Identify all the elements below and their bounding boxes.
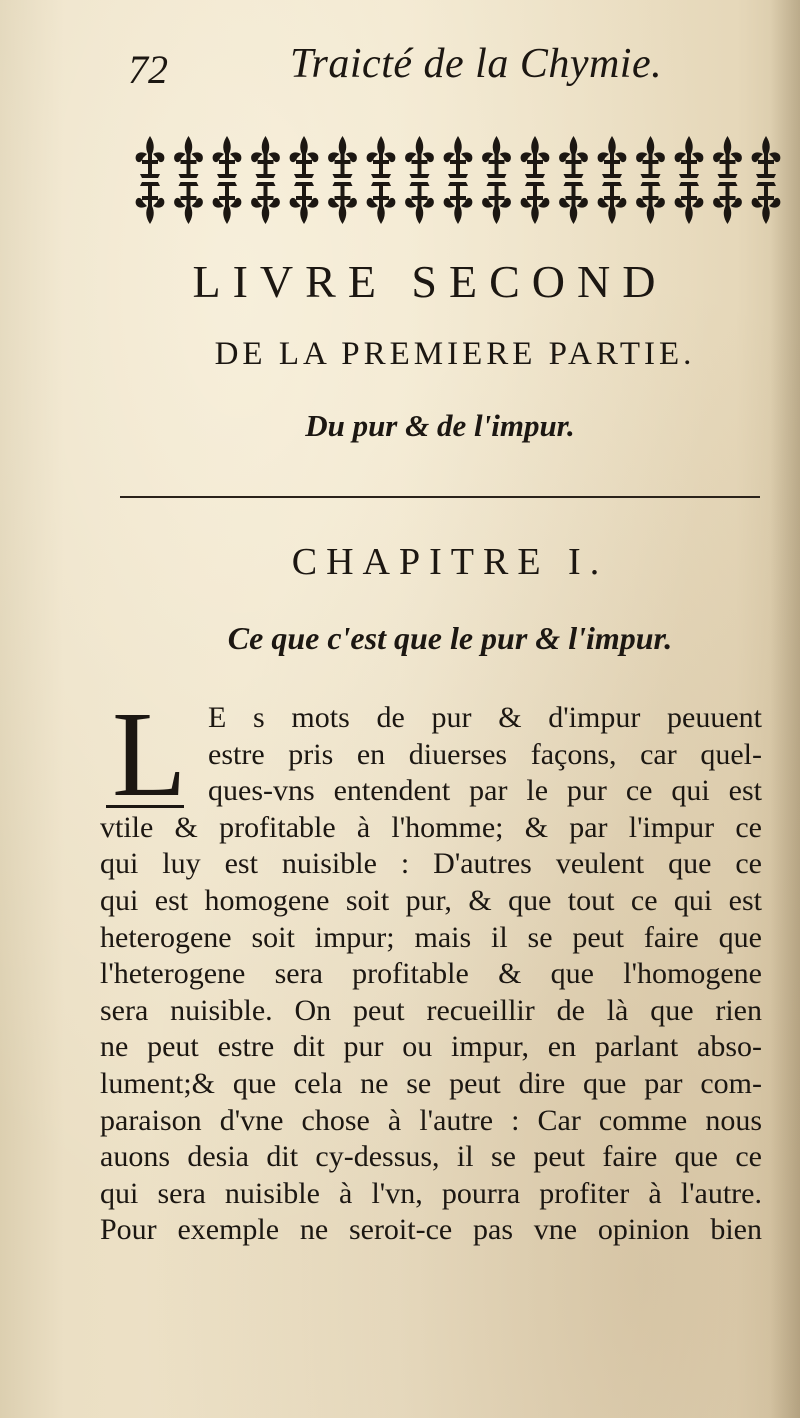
body-line: lument;& que cela ne se peut dire que par com- [100,1066,762,1100]
fleuron-glyph [328,182,357,224]
fleuron-glyph [598,182,627,224]
fleuron-glyph [174,136,203,178]
fleuron-glyph [636,136,665,178]
body-line: ne peut estre dit pur ou impur, en parlant abso- [100,1030,762,1064]
body-line: sera nuisible. On peut recueillir de là que rien [100,993,762,1027]
body-line: Pour exemple ne seroit-ce pas vne opinion bien [100,1213,762,1247]
body-line: qui est homogene soit pur, & que tout ce qui est [100,883,762,917]
fleuron-glyph [675,182,704,224]
body-text [100,700,762,1249]
fleuron-glyph [713,182,742,224]
fleuron-glyph [482,136,511,178]
fleuron-glyph [636,182,665,224]
fleuron-glyph [713,136,742,178]
fleuron-glyph [290,136,319,178]
fleuron-glyph [251,136,280,178]
drop-cap: L [112,687,187,822]
body-line: estre pris en diuerses façons, car quel- [208,737,762,771]
fleuron-glyph [174,182,203,224]
horizontal-rule [120,496,760,498]
fleuron-glyph [136,136,165,178]
body-line: auons desia dit cy-dessus, il se peut faire que ce [100,1140,762,1174]
page-header [0,40,800,100]
fleuron-glyph [444,182,473,224]
fleuron-glyph [521,136,550,178]
fleuron-glyph [675,136,704,178]
fleuron-glyph [367,136,396,178]
fleuron-glyph [251,182,280,224]
fleuron-glyph [213,136,242,178]
fleuron-glyph [559,136,588,178]
fleuron-glyph [405,136,434,178]
fleuron-row-top [136,136,781,178]
running-title: Traicté de la Chymie. [290,41,663,87]
fleuron-glyph [328,136,357,178]
fleuron-glyph [559,182,588,224]
fleuron-glyph [367,182,396,224]
part-title: DE LA PREMIERE PARTIE. [214,336,696,372]
body-line: l'heterogene sera profitable & que l'homogene [100,957,762,991]
fleuron-glyph [752,136,781,178]
body-line: qui luy est nuisible : D'autres veulent que ce [100,847,762,881]
body-line: E s mots de pur & d'impur peuuent [208,701,762,734]
fleuron-glyph [213,182,242,224]
chapter-title: CHAPITRE I. [291,541,609,583]
body-line: paraison d'vne chose à l'autre : Car comme nous [100,1103,762,1137]
fleuron-row-bottom [136,182,781,224]
body-line: ques-vns entendent par le pur ce qui est [208,774,762,808]
body-line: qui sera nuisible à l'vn, pourra profiter à l'autre. [100,1176,762,1210]
fleuron-glyph [482,182,511,224]
body-line: heterogene soit impur; mais il se peut faire que [100,920,762,954]
book-subtitle: Du pur & de l'impur. [305,408,575,443]
page-number: 72 [128,47,168,92]
fleuron-glyph [521,182,550,224]
body-line: vtile & profitable à l'homme; & par l'impur ce [100,810,762,844]
fleuron-glyph [405,182,434,224]
fleuron-glyph [598,136,627,178]
fleuron-glyph [290,182,319,224]
chapter-subtitle: Ce que c'est que le pur & l'impur. [227,620,673,656]
fleuron-ornament [130,128,788,232]
fleuron-glyph [752,182,781,224]
fleuron-glyph [444,136,473,178]
fleuron-glyph [136,182,165,224]
book-title: LIVRE SECOND [192,256,668,307]
